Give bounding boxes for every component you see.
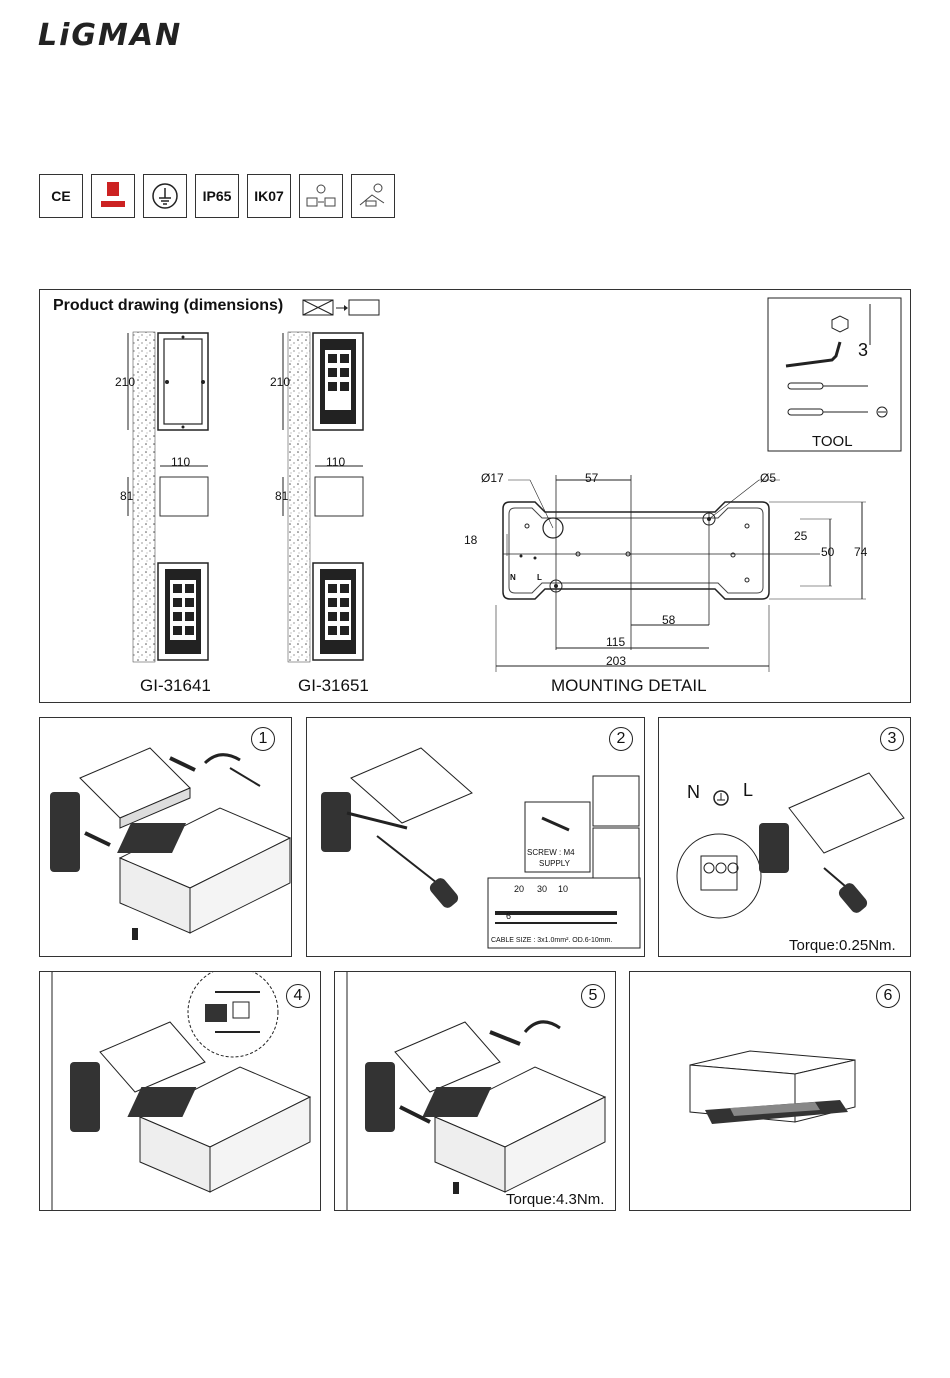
model1-height: 210 <box>115 375 136 389</box>
step-2-illustration <box>307 718 644 956</box>
model2-height: 210 <box>270 375 291 389</box>
wire-l-label: L <box>743 780 754 800</box>
ip-rating-badge: IP65 <box>195 174 239 218</box>
terminal-l: L <box>537 573 542 582</box>
dimension-drawings <box>40 290 910 702</box>
dim-203: 203 <box>606 654 627 668</box>
step-3-torque: Torque:0.25Nm. <box>789 937 896 954</box>
step-4-number: 4 <box>286 984 310 1008</box>
earth-ground-icon <box>143 174 187 218</box>
dim-50: 50 <box>821 545 835 559</box>
model1-code: GI-31641 <box>140 676 211 695</box>
step-2-number: 2 <box>609 727 633 751</box>
brand-logo: LiGMAN <box>38 18 183 53</box>
dim-58: 58 <box>662 613 676 627</box>
dim-18: 18 <box>464 533 478 547</box>
cable-dim-30: 30 <box>537 884 548 894</box>
step-3-illustration <box>659 718 910 956</box>
model2-depth: 81 <box>275 489 289 503</box>
product-drawing-panel <box>39 289 911 703</box>
tool-label: TOOL <box>812 433 853 450</box>
mounting-detail-label: MOUNTING DETAIL <box>551 676 707 695</box>
step-6-number: 6 <box>876 984 900 1008</box>
dim-115: 115 <box>606 635 626 649</box>
cable-dim-10: 10 <box>558 884 569 894</box>
surface-mount-icon <box>351 174 395 218</box>
dim-hole-small: Ø5 <box>760 471 777 485</box>
step-5-torque: Torque:4.3Nm. <box>506 1191 605 1208</box>
dim-25: 25 <box>794 529 808 543</box>
step-6-illustration <box>630 972 910 1210</box>
ce-mark-icon: CE <box>39 174 83 218</box>
screw-label: SCREW : M4 <box>527 848 575 857</box>
step-3-number: 3 <box>880 727 904 751</box>
step-6-panel <box>629 971 911 1211</box>
ik-rating-badge: IK07 <box>247 174 291 218</box>
model1-width: 110 <box>171 455 191 469</box>
wire-n-label: N <box>687 782 700 802</box>
step-5-panel <box>334 971 616 1211</box>
hex-key-size: 3 <box>858 340 869 360</box>
compatibility-icon <box>299 174 343 218</box>
terminal-n: N <box>510 573 516 582</box>
supply-label: SUPPLY <box>539 859 570 868</box>
cable-dim-20: 20 <box>514 884 525 894</box>
step-4-illustration <box>40 972 320 1210</box>
dim-57: 57 <box>585 471 599 485</box>
cable-size-label: CABLE SIZE : 3x1.0mm². OD.6-10mm. <box>491 937 613 944</box>
dim-74: 74 <box>854 545 868 559</box>
cable-dim-6: 6 <box>506 911 512 921</box>
step-1-panel <box>39 717 292 957</box>
step-3-panel <box>658 717 911 957</box>
quality-mark-icon <box>91 174 135 218</box>
product-drawing-title: Product drawing (dimensions) <box>53 297 284 314</box>
dim-hole-large: Ø17 <box>481 471 504 485</box>
step-5-number: 5 <box>581 984 605 1008</box>
step-1-number: 1 <box>251 727 275 751</box>
model2-code: GI-31651 <box>298 676 369 695</box>
step-5-illustration <box>335 972 615 1210</box>
model2-width: 110 <box>326 455 346 469</box>
step-1-illustration <box>40 718 291 956</box>
step-4-panel <box>39 971 321 1211</box>
model1-depth: 81 <box>120 489 134 503</box>
step-2-panel <box>306 717 645 957</box>
